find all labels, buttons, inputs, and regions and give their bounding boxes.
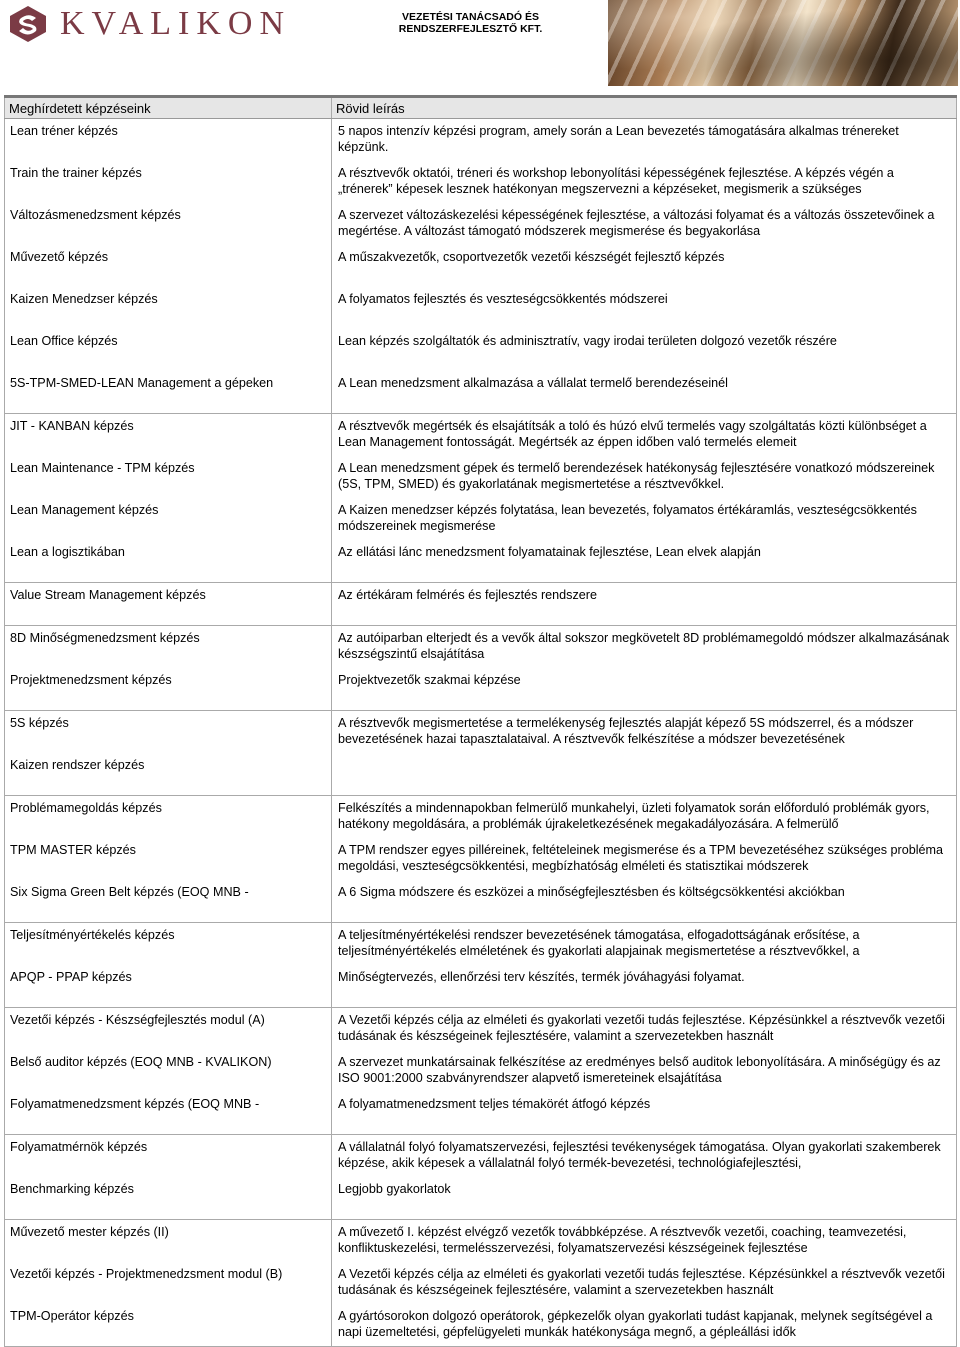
table-row [5,1262,957,1304]
course-name: Művezető képzés [10,250,109,264]
course-name-cell [5,1092,332,1135]
course-name: Kaizen rendszer képzés [10,758,145,772]
table-row [5,711,957,754]
course-name: Train the trainer képzés [10,166,142,180]
course-description-cell [332,626,957,669]
course-name-cell [5,753,332,796]
table-row [5,838,957,880]
table-row [5,1220,957,1263]
table-row [5,245,957,287]
course-name-cell [5,626,332,669]
course-name-cell [5,161,332,203]
course-description-cell [332,965,957,1008]
course-name-cell [5,1050,332,1092]
table-header-row [5,97,957,119]
course-name: Lean Maintenance - TPM képzés [10,461,195,475]
course-name: Változásmenedzsment képzés [10,208,181,222]
table-row [5,1135,957,1178]
course-name: Value Stream Management képzés [10,588,206,602]
course-description: A résztvevők oktatói, tréneri és workshop lebonyolítási képességének fejlesztése. A képzés végén a „trénerek” képesek lesznek hatékonyan megszervezni a képzéseket, megismerik a szükséges [338,166,894,196]
tagline-line-2: RENDSZERFEJLESZTŐ KFT. [398,23,543,35]
course-description: Lean képzés szolgáltatók és adminisztratív, vagy irodai területen dolgozó vezetők részére [338,334,837,348]
course-description-cell [332,161,957,203]
course-name-cell [5,1177,332,1220]
course-name: 5S képzés [10,716,69,730]
course-name: Benchmarking képzés [10,1182,134,1196]
course-name-cell [5,456,332,498]
course-name: Projektmenedzsment képzés [10,673,172,687]
course-name-cell [5,245,332,287]
table-row [5,965,957,1008]
course-description-cell [332,753,957,796]
table-row [5,923,957,966]
course-description-cell [332,456,957,498]
course-description-cell [332,668,957,711]
course-description-cell [332,1304,957,1347]
course-description-cell [332,119,957,162]
course-description: Az autóiparban elterjedt és a vevők által sokszor megkövetelt 8D problémamegoldó módszer alkalmazásának készségszintű elsajátítása [338,631,950,661]
table-row [5,456,957,498]
course-name: JIT - KANBAN képzés [10,419,134,433]
table-row [5,119,957,162]
course-description-cell [332,540,957,583]
course-description-cell [332,1092,957,1135]
course-description-cell [332,1177,957,1220]
table-row [5,753,957,796]
course-description-cell [332,880,957,923]
table-row [5,880,957,923]
course-name-cell [5,371,332,414]
column-header-courses: Meghírdetett képzéseink [5,97,332,119]
table-row [5,161,957,203]
table-row [5,371,957,414]
course-description: A 6 Sigma módszere és eszközei a minőségfejlesztésben és költségcsökkentési akciókban [338,885,845,899]
company-tagline [398,11,543,35]
courses-table [4,95,957,1347]
course-description-cell [332,498,957,540]
courses-table-container [4,95,956,1347]
course-description: Az ellátási lánc menedzsment folyamatainak fejlesztése, Lean elvek alapján [338,545,761,559]
course-name-cell [5,923,332,966]
course-name: Six Sigma Green Belt képzés (EOQ MNB - [10,885,249,899]
course-name-cell [5,329,332,371]
course-name-cell [5,414,332,457]
course-description: Legjobb gyakorlatok [338,1182,451,1196]
tagline-line-1: VEZETÉSI TANÁCSADÓ ÉS [402,11,539,23]
course-description: A művezető I. képzést elvégző vezetők továbbképzése. A résztvevők vezetői, coaching, teamvezetési, konfliktuskezelési, termelésszervezési, folyamatszervezési készségeinek fejlesztése [338,1225,907,1255]
course-name: 5S-TPM-SMED-LEAN Management a gépeken [10,376,274,390]
course-description: A gyártósorokon dolgozó operátorok, gépkezelők olyan gyakorlati tudást kapjanak, melynek segítségével a napi üzemeltetési, gépfelügyeleti munkák hatékonysága megnő, a gépleállási idők [338,1309,933,1339]
kvalikon-logo [8,4,291,44]
course-description-cell [332,1220,957,1263]
course-name: TPM-Operátor képzés [10,1309,134,1323]
course-name: Vezetői képzés - Projektmenedzsment modul (B) [10,1267,283,1281]
course-name: Lean tréner képzés [10,124,118,138]
course-description: A résztvevők megismertetése a termelékenység fejlesztés alapját képező 5S módszerrel, és a módszer bevezetésének hazai tapasztalataival. A résztvevők felkészítése a módszer bevezetésének [338,716,914,746]
course-description: A szervezet változáskezelési képességének fejlesztése, a változási folyamat és a változás összetevőinek a megértése. A változást támogató módszerek megismerése és begyakorlása [338,208,935,238]
course-description: A szervezet munkatársainak felkészítése az eredményes belső auditok lebonyolítására. A minőségügy és az ISO 9001:2000 szabványrendszer alapvető ismereteinek elsajátítása [338,1055,941,1085]
course-name: TPM MASTER képzés [10,843,136,857]
course-description: Az értékáram felmérés és fejlesztés rendszere [338,588,597,602]
course-name-cell [5,119,332,162]
course-description: A teljesítményértékelési rendszer bevezetésének támogatása, elfogadottságának erősítése, a teljesítményértékelés elméletének és gyakorlati alapjainak megismertetése a résztvevőkkel, a [338,928,860,958]
table-row [5,1008,957,1051]
course-description: 5 napos intenzív képzési program, amely során a Lean bevezetés támogatására alkalmas trénereket képzünk. [338,124,899,154]
course-name: Teljesítményértékelés képzés [10,928,175,942]
course-description: A folyamatos fejlesztés és veszteségcsökkentés módszerei [338,292,668,306]
table-row [5,626,957,669]
course-description-cell [332,287,957,329]
header-photo [608,0,958,86]
course-name-cell [5,796,332,839]
course-description-cell [332,583,957,626]
course-description: A műszakvezetők, csoportvezetők vezetői készségét fejlesztő képzés [338,250,725,264]
course-name-cell [5,965,332,1008]
course-description: A Vezetői képzés célja az elméleti és gyakorlati vezetői tudás fejlesztése. Képzésünkkel a résztvevők vezetői tudásának és készségeinek fejlesztésére, valamint a szervezetekben használt [338,1013,945,1043]
table-row [5,203,957,245]
course-name-cell [5,203,332,245]
course-description: A TPM rendszer egyes pilléreinek, feltételeinek megismerése és a TPM bevezetéséhez szükséges probléma megoldási, veszteségcsökkentési, megbízhatóság elméleti és statisztikai módszerek [338,843,944,873]
course-name-cell [5,540,332,583]
table-row [5,1092,957,1135]
course-name-cell [5,1135,332,1178]
course-description: Minőségtervezés, ellenőrzési terv készítés, termék jóváhagyási folyamat. [338,970,745,984]
course-description: A vállalatnál folyó folyamatszervezési, fejlesztési tevékenységek támogatása. Olyan gyakorlati szakemberek képzése, akik képesek a vállalatnál folyó termék-bevezetési, technológiafejlesztési, [338,1140,941,1170]
course-name: Vezetői képzés - Készségfejlesztés modul (A) [10,1013,265,1027]
course-name: Kaizen Menedzser képzés [10,292,158,306]
course-description-cell [332,838,957,880]
course-description: Felkészítés a mindennapokban felmerülő munkahelyi, üzleti folyamatok során előforduló problémák gyors, hatékony megoldására, a problémák újrakeletkezésének megakadályozására. A felmerülő [338,801,930,831]
course-description-cell [332,1135,957,1178]
course-description: A résztvevők megértsék és elsajátítsák a toló és húzó elvű termelés vagy szolgáltatás közti különbséget a Lean Management fontosságát. Megértsék az éppen időben való termelés elemeit [338,419,927,449]
course-description: A Kaizen menedzser képzés folytatása, lean bevezetés, folyamatos értékáramlás, veszteségcsökkentés módszereinek megismerése [338,503,917,533]
course-name-cell [5,287,332,329]
course-name-cell [5,668,332,711]
table-row [5,414,957,457]
logo-emblem-icon [8,4,48,44]
course-description: A folyamatmenedzsment teljes témakörét átfogó képzés [338,1097,651,1111]
table-row [5,329,957,371]
course-name: Folyamatmérnök képzés [10,1140,148,1154]
table-row [5,540,957,583]
table-row [5,796,957,839]
course-name: 8D Minőségmenedzsment képzés [10,631,200,645]
course-name: Lean Management képzés [10,503,159,517]
course-description-cell [332,329,957,371]
brand-name: KVALIKON [60,5,292,42]
table-row [5,1050,957,1092]
course-name: Lean Office képzés [10,334,118,348]
course-name-cell [5,838,332,880]
course-description-cell [332,371,957,414]
course-description: A Vezetői képzés célja az elméleti és gyakorlati vezetői tudás fejlesztése. Képzésünkkel a résztvevők vezetői tudásának és készségeinek fejlesztésére, valamint a szervezetekben használt [338,1267,945,1297]
course-name-cell [5,1220,332,1263]
course-description-cell [332,796,957,839]
course-name-cell [5,1262,332,1304]
course-name: Belső auditor képzés (EOQ MNB - KVALIKON) [10,1055,272,1069]
course-description: Projektvezetők szakmai képzése [338,673,521,687]
course-name-cell [5,1304,332,1347]
table-row [5,287,957,329]
course-description-cell [332,1050,957,1092]
table-body [5,119,957,1347]
course-name: Folyamatmenedzsment képzés (EOQ MNB - [10,1097,260,1111]
course-name-cell [5,583,332,626]
course-description-cell [332,1008,957,1051]
column-header-description: Rövid leírás [332,97,957,119]
course-name-cell [5,880,332,923]
table-row [5,498,957,540]
table-row [5,1304,957,1347]
course-name: Problémamegoldás képzés [10,801,162,815]
course-name-cell [5,498,332,540]
course-description-cell [332,711,957,754]
course-name: APQP - PPAP képzés [10,970,132,984]
course-description: A Lean menedzsment gépek és termelő berendezések hatékonyság fejlesztésére vonatkozó módszereinek (5S, TPM, SMED) és gyakorlatának megismertetése a résztvevőkkel. [338,461,935,491]
course-description-cell [332,245,957,287]
course-description-cell [332,1262,957,1304]
course-description-cell [332,414,957,457]
table-row [5,583,957,626]
course-name: Lean a logisztikában [10,545,125,559]
course-description: A Lean menedzsment alkalmazása a vállalat termelő berendezéseinél [338,376,728,390]
table-row [5,1177,957,1220]
course-description-cell [332,203,957,245]
page-header [0,0,960,92]
table-row [5,668,957,711]
course-name-cell [5,711,332,754]
course-name-cell [5,1008,332,1051]
course-name: Művezető mester képzés (II) [10,1225,169,1239]
course-description-cell [332,923,957,966]
